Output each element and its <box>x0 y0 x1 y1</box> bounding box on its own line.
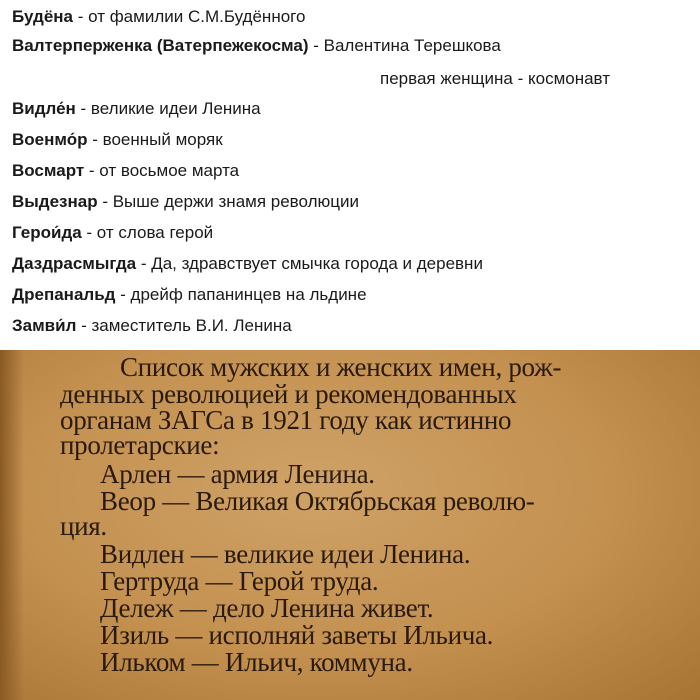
list-meaning: первая женщина - космонавт <box>380 69 610 88</box>
book-line: Ильком — Ильич, коммуна. <box>100 647 413 677</box>
book-line: Веор — Великая Октябрьская револю- <box>100 486 535 516</box>
list-meaning: - Валентина Терешкова <box>308 36 501 55</box>
list-item <box>12 98 261 120</box>
book-line: ция. <box>60 511 107 541</box>
book-line: Видлен — великие идеи Ленина. <box>100 539 471 569</box>
list-term: Валтерперженка (Ватерпежекосма) <box>12 36 309 55</box>
list-term: Даздрасмыгда <box>12 254 137 273</box>
book-line: органам ЗАГСа в 1921 году как истинно <box>60 405 512 435</box>
list-meaning: - от фамилии С.М.Будённого <box>73 7 306 26</box>
list-meaning: - дрейф папанинцев на льдине <box>115 285 367 304</box>
list-item <box>12 6 305 28</box>
list-term: Герои́да <box>12 223 82 242</box>
list-meaning: - Да, здравствует смычка города и деревни <box>136 254 483 273</box>
list-item <box>12 129 223 151</box>
list-term: Военмо́р <box>12 130 88 149</box>
list-item <box>12 222 213 244</box>
list-meaning: - военный моряк <box>87 130 223 149</box>
book-line: Список мужских и женских имен, рож- <box>120 352 562 382</box>
list-meaning: - Выше держи знамя революции <box>97 192 359 211</box>
list-term: Дрепанальд <box>12 285 116 304</box>
list-term: Восмарт <box>12 161 85 180</box>
list-item <box>12 284 367 306</box>
book-line: Арлен — армия Ленина. <box>100 459 375 489</box>
book-line: Гертруда — Герой труда. <box>100 566 379 596</box>
list-meaning: - от слова герой <box>81 223 214 242</box>
list-term: Замви́л <box>12 316 77 335</box>
list-item <box>12 160 239 182</box>
book-line: Изиль — исполняй заветы Ильича. <box>100 620 494 650</box>
book-scan <box>0 350 700 700</box>
book-line: Дележ — дело Ленина живет. <box>100 593 434 623</box>
list-meaning: - великие идеи Ленина <box>75 99 261 118</box>
book-line: денных революцией и рекомендованных <box>60 379 517 409</box>
list-meaning: - заместитель В.И. Ленина <box>76 316 292 335</box>
list-term: Видле́н <box>12 99 76 118</box>
list-term: Выдезнар <box>12 192 98 211</box>
list-term: Будёна <box>12 7 73 26</box>
list-item <box>12 191 359 213</box>
list-item <box>12 315 292 337</box>
list-item-continuation <box>380 68 610 90</box>
list-item <box>12 35 501 57</box>
list-item <box>12 253 483 275</box>
list-meaning: - от восьмое марта <box>84 161 240 180</box>
book-line: пролетарские: <box>60 430 220 460</box>
